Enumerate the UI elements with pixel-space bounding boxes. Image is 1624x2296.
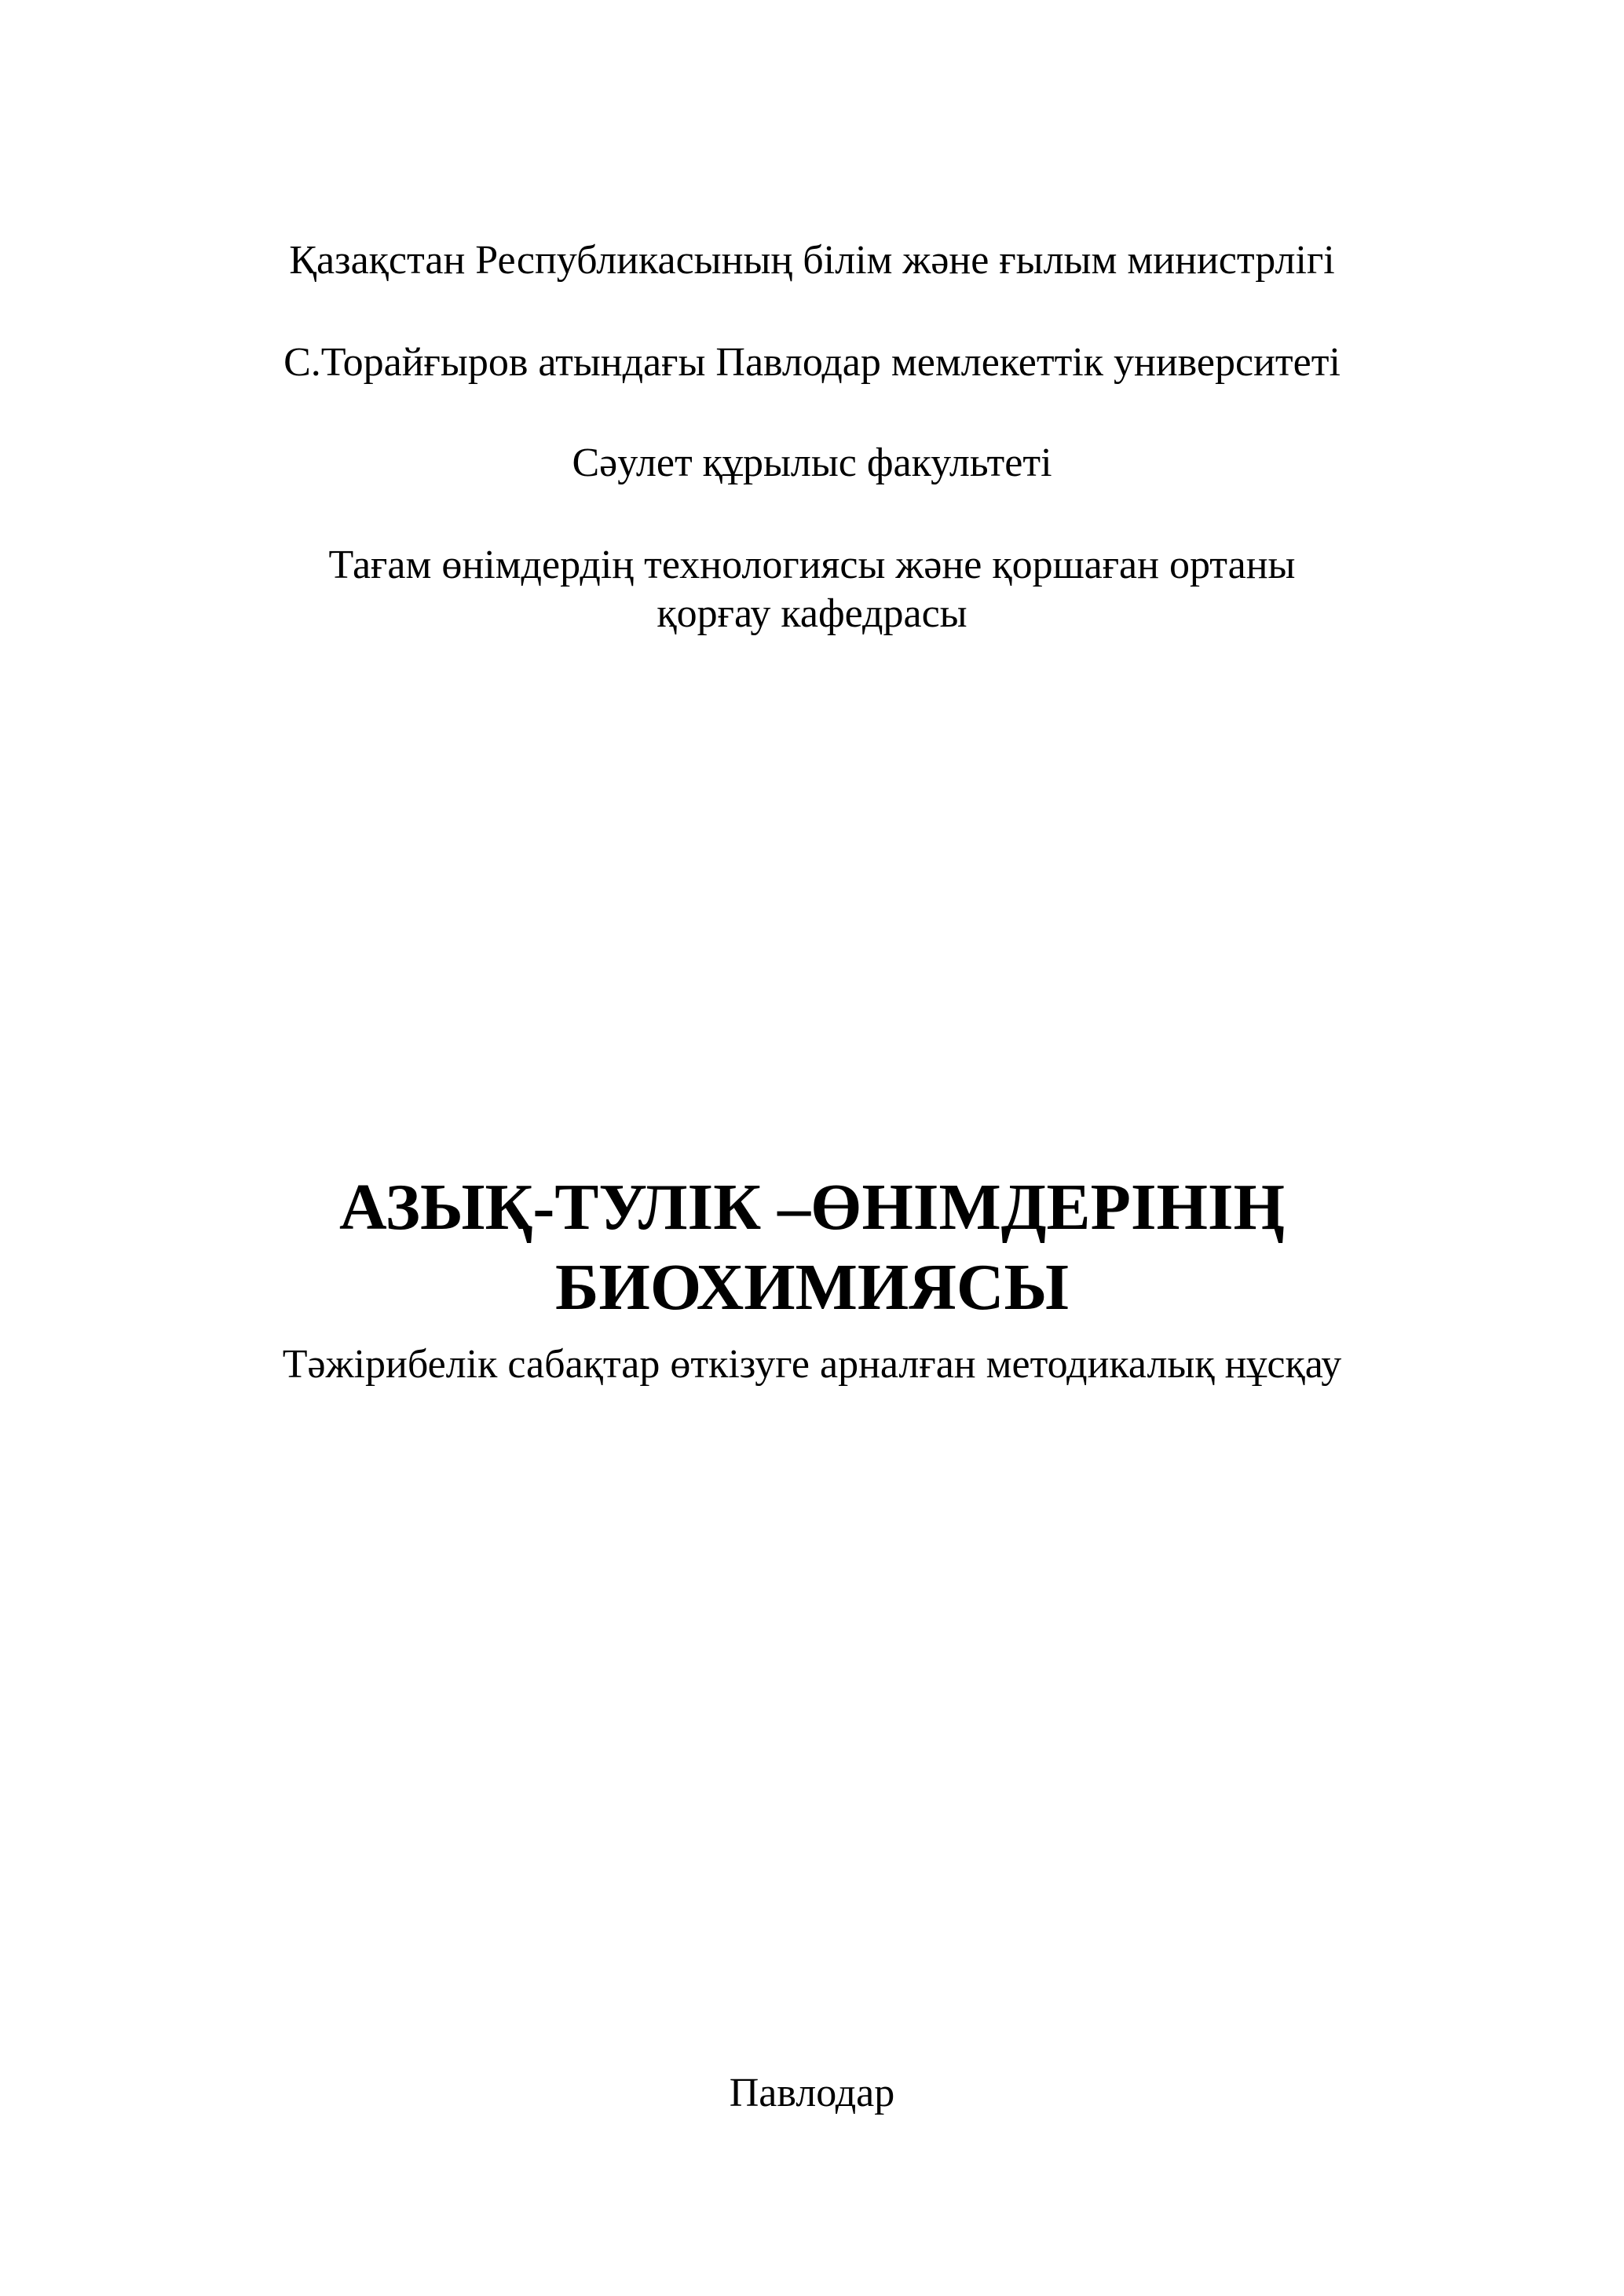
- document-title-line-1: АЗЫҚ-ТУЛІК –ӨНІМДЕРІНІҢ: [339, 1171, 1285, 1244]
- city-name: Павлодар: [729, 2071, 895, 2115]
- department-name-line-1: Тағам өнімдердің технологиясы және қоршаған ортаны: [328, 543, 1296, 587]
- university-name: С.Торайғыров атындағы Павлодар мемлекеттік университеті: [283, 340, 1341, 385]
- faculty-name: Сәулет құрылыс факультеті: [572, 441, 1052, 485]
- document-title-line-2: БИОХИМИЯСЫ: [554, 1251, 1070, 1324]
- document-subtitle: Тәжірибелік сабақтар өткізуге арналған методикалық нұсқау: [282, 1342, 1342, 1387]
- department-name-line-2: қорғау кафедрасы: [657, 591, 967, 636]
- ministry-name: Қазақстан Республикасының білім және ғылым министрлігі: [289, 238, 1335, 283]
